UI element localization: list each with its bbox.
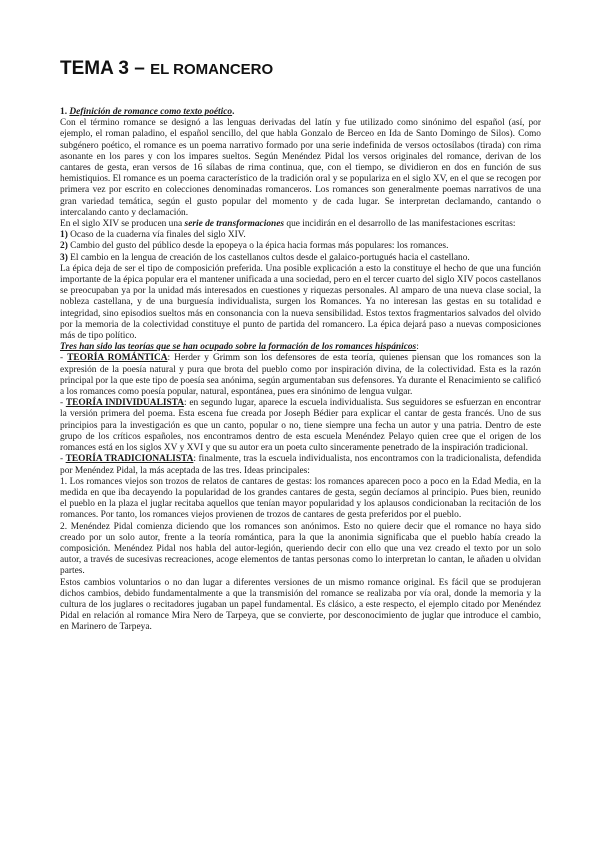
- list-item-number: 3): [60, 252, 68, 263]
- section-heading: [60, 107, 541, 118]
- theory-label: TEORÍA ROMÁNTICA: [67, 353, 168, 364]
- theory-dash: -: [60, 398, 66, 409]
- list-item-text: El cambio en la lengua de creación de los castellanos cultos desde el galaico-portugués hacia el castellano.: [67, 252, 470, 263]
- theory-dash: -: [60, 454, 66, 465]
- list-item: [60, 230, 541, 241]
- paragraph-epic-decline: La épica deja de ser el tipo de composición preferida. Una posible explicación a esto la constituye el hecho de que una función importante de la épica popular era el mantener unificada a una sociedad, pero en el tercer cuarto del siglo XIV pocos castellanos se preocupaban ya por la unidad más interesados en cuestiones y riquezas personales. Al amparo de una nueva clase social, la nobleza castellana, y de una burguesía individualista, surgen los Romances. Ya no interesan las gestas en su totalidad e integridad, sino episodios sueltos más en consonancia con la nueva sensibilidad. Estos textos fragmentarios salvados del olvido por la memoria de la colectividad constituye el punto de partida del romancero. La épica dejará paso a nuevas composiciones más de tipo político.: [60, 263, 541, 342]
- theory-traditionalist: [60, 454, 541, 476]
- list-item-text: Cambio del gusto del público desde la epopeya o la épica hacia formas más populares: los romances.: [67, 241, 449, 252]
- transformations-post: que incidirán en el desarrollo de las manifestaciones escritas:: [284, 219, 516, 230]
- title-rest: EL ROMANCERO: [150, 61, 274, 78]
- list-item: [60, 253, 541, 264]
- theories-heading: [60, 342, 541, 353]
- title-main: TEMA 3: [60, 58, 129, 79]
- theory-label: TEORÍA TRADICIONALISTA: [65, 454, 194, 465]
- theory-individualist: [60, 398, 541, 454]
- section-number: 1.: [60, 107, 70, 117]
- theory-dash: -: [60, 353, 68, 364]
- theory-label: TEORÍA INDIVIDUALISTA: [65, 398, 185, 409]
- paragraph-versions: Estos cambios voluntarios o no dan lugar a diferentes versiones de un mismo romance original. Es fácil que se produjeran dichos cambios, debido fundamentalmente a que la transmisión del romance se realizaba por vía oral, donde la memoria y la cultura de los juglares o recitadores jugaban un papel fundamental. Es clásico, a este respecto, el ejemplo citado por Menéndez Pidal en relación al romance Mira Nero de Tarpeya, que se convierte, por desconocimiento de juglar que introduce el cambio, en Marinero de Tarpeya.: [60, 577, 541, 633]
- transformations-bold: serie de transformaciones: [184, 219, 285, 230]
- document-page: [60, 58, 541, 634]
- transformations-pre: En el siglo XIV se producen una: [60, 219, 185, 230]
- list-item-number: 1): [60, 230, 68, 241]
- theory-text: : Herder y Grimm son los defensores de esta teoría, quienes piensan que los romances son la expresión de la poesía natural y pura que brota del pueblo como por inspiración divina, de la colectividad. Esta es la razón principal por la que este tipo de poesía sea anónima, según argumentaban sus defensores. Ya durante el Renacimiento se calificó a los romances como poesía popular, natural, espontánea, pues era sinónimo de lengua vulgar.: [60, 353, 541, 398]
- theories-heading-text: Tres han sido las teorías que se han ocupado sobre la formación de los romances hispánicos: [60, 342, 417, 353]
- theory-text: : en segundo lugar, aparece la escuela individualista. Sus seguidores se esfuerzan en encontrar la versión primera del poema. Esta escena fue creada por Joseph Bédier para explicar el cantar de gesta francés. Uno de sus principios para la investigación es que un canto, popular o no, tiene siempre una fecha un autor y una patria. Dentro de este grupo de los críticos españoles, nos encontramos dentro de esta escuela Menéndez Pelayo quien cree que el origen de los romances está en los siglos XV y XVI y que su autor era un poeta culto sinceramente penetrado de la inspiración tradicional.: [60, 398, 542, 454]
- paragraph-definition: Con el término romance se designó a las lenguas derivadas del latín y fue utilizado como sinónimo del español (así, por ejemplo, el roman paladino, el español sencillo, del que habla Gonzalo de Berceo en Ida de Santo Domingo de Silos). Como subgénero poético, el romance es un poema narrativo formado por una serie indefinida de versos octosílabos (tirada) con rima asonante en los pares y con los impares sueltos. Según Menéndez Pidal los versos originales del romance, derivan de los cantares de gesta, eran versos de 16 sílabas de rima continua, que, con el tiempo, se dividieron en dos en función de sus hemistiquios. El romance es un poema característico de la tradición oral y se populariza en el siglo XV, en el que se recogen por primera vez por escrito en colecciones denominadas romanceros. Los romances son generalmente poemas narrativos de una gran variedad temática, según el gusto popular del momento y de cada lugar. Se interpretan declamando, cantando o intercalando canto y declamación.: [60, 118, 541, 218]
- paragraph-transformations: [60, 219, 541, 230]
- page-title: [60, 58, 541, 81]
- section-heading-dot: .: [232, 107, 235, 117]
- title-dash: –: [128, 58, 151, 79]
- list-item-text: Ocaso de la cuaderna vía finales del siglo XIV.: [67, 230, 246, 241]
- section-heading-text: Definición de romance como texto poético: [69, 107, 233, 117]
- idea-item: 2. Menéndez Pidal comienza diciendo que los romances son anónimos. Esto no quiere decir que el romance no haya sido creado por un solo autor, frente a la teoría romántica, para la que la anonimia significaba que el pueblo había creado la composición. Menéndez Pidal nos habla del autor-legión, queriendo decir con ello que una vez creado el texto por un solo autor, a través de sucesivas recreaciones, acoge elementos de tantas personas como lo interpretan lo cantan, le añaden u olvidan partes.: [60, 521, 541, 577]
- list-item-number: 2): [60, 241, 68, 252]
- theories-heading-colon: :: [416, 342, 419, 353]
- idea-item: 1. Los romances viejos son trozos de relatos de cantares de gestas: los romances aparecen poco a poco en la Edad Media, en la medida en que iba decayendo la popularidad de los grandes cantares de gesta, según decíamos al principio. Pues bien, reunido el pueblo en la plaza el juglar recitaba aquellos que tenían mayor popularidad y los aplausos condicionaban la recitación de los romances. Por tanto, los romances viejos provienen de trozos de cantares de gesta preferidos por el pueblo.: [60, 476, 541, 521]
- theory-romantic: [60, 353, 541, 398]
- list-item: [60, 241, 541, 252]
- theory-text: : finalmente, tras la escuela individualista, nos encontramos con la tradicionalista, defendida por Menéndez Pidal, la más aceptada de las tres. Ideas principales:: [60, 454, 541, 476]
